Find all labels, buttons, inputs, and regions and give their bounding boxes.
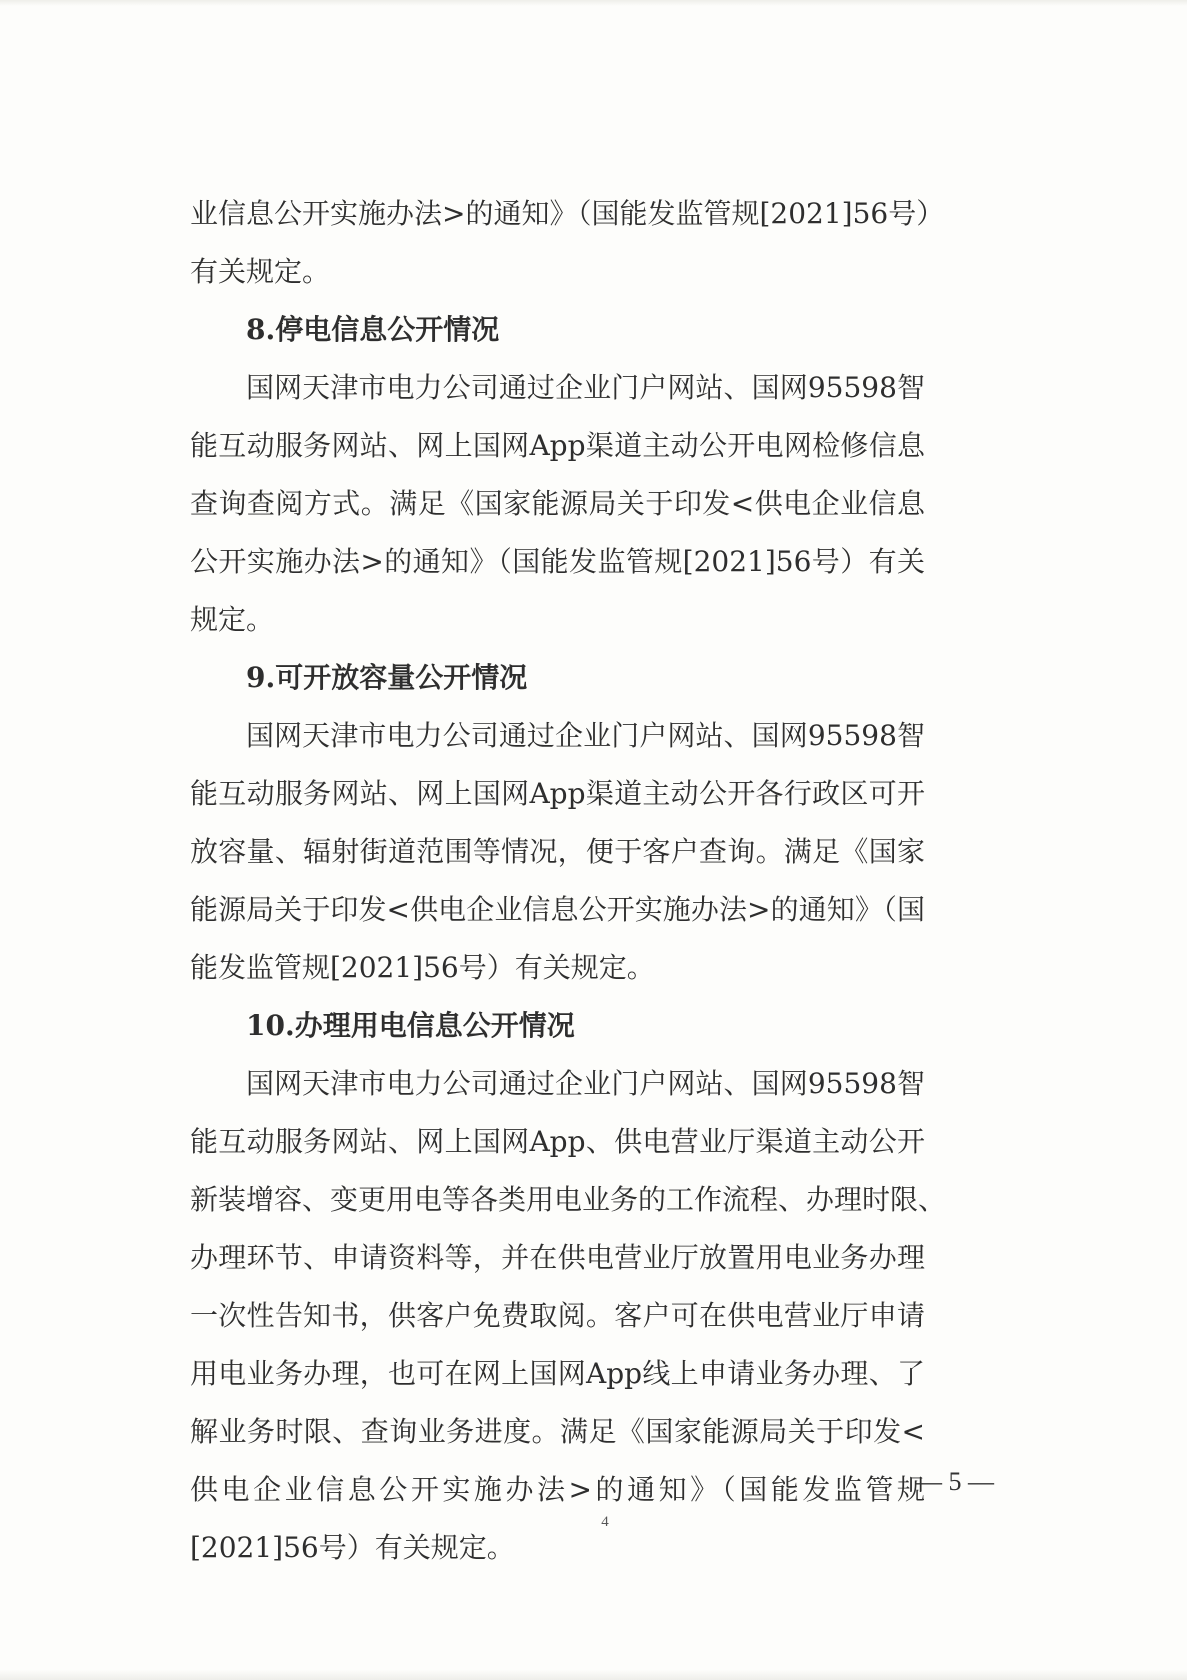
page-number: — 5 — [916,1467,994,1496]
body-paragraph [190,707,925,997]
section-heading: 8.停电信息公开情况 [246,313,500,346]
paragraph-line: 查询查阅方式。满足《国家能源局关于印发<供电企业信息 [190,487,925,520]
print-sheet-number: 4 [601,1514,609,1530]
paragraph-line: 一次性告知书，供客户免费取阅。客户可在供电营业厅申请 [190,1299,925,1332]
paragraph-line: 供电企业信息公开实施办法>的通知》（国能发监管规 [190,1473,925,1506]
scan-edge-top [0,0,1187,6]
paragraph-line: 有关规定。 [190,255,331,288]
body-paragraph [190,359,925,649]
paragraph-line: 能互动服务网站、网上国网App渠道主动公开电网检修信息 [190,429,925,462]
paragraph-line: 国网天津市电力公司通过企业门户网站、国网95598智 [246,371,925,404]
paragraph-line: 能互动服务网站、网上国网App渠道主动公开各行政区可开 [190,777,925,810]
paragraph-line: 用电业务办理，也可在网上国网App线上申请业务办理、了 [190,1357,925,1390]
paragraph-line: [2021]56号）有关规定。 [190,1531,515,1564]
paragraph-line: 办理环节、申请资料等，并在供电营业厅放置用电业务办理 [190,1241,925,1274]
paragraph-line: 业信息公开实施办法>的通知》（国能发监管规[2021]56号） [190,197,945,230]
scan-edge-bottom [0,1670,1187,1680]
section-heading: 10.办理用电信息公开情况 [246,1009,575,1042]
paragraph-line: 国网天津市电力公司通过企业门户网站、国网95598智 [246,719,925,752]
paragraph-line: 解业务时限、查询业务进度。满足《国家能源局关于印发< [190,1415,925,1448]
paragraph-line: 国网天津市电力公司通过企业门户网站、国网95598智 [246,1067,925,1100]
paragraph-line: 能互动服务网站、网上国网App、供电营业厅渠道主动公开 [190,1125,925,1158]
continued-paragraph [190,185,945,301]
paragraph-line: 放容量、辐射街道范围等情况，便于客户查询。满足《国家 [190,835,925,868]
section-heading: 9.可开放容量公开情况 [246,661,528,694]
paragraph-line: 能源局关于印发<供电企业信息公开实施办法>的通知》（国 [190,893,925,926]
paragraph-line: 规定。 [190,603,275,636]
paragraph-line: 公开实施办法>的通知》（国能发监管规[2021]56号）有关 [190,545,925,578]
body-paragraph [190,1055,947,1577]
paragraph-line: 能发监管规[2021]56号）有关规定。 [190,951,655,984]
paragraph-line: 新装增容、变更用电等各类用电业务的工作流程、办理时限、 [190,1183,947,1216]
document-body [190,185,947,1577]
